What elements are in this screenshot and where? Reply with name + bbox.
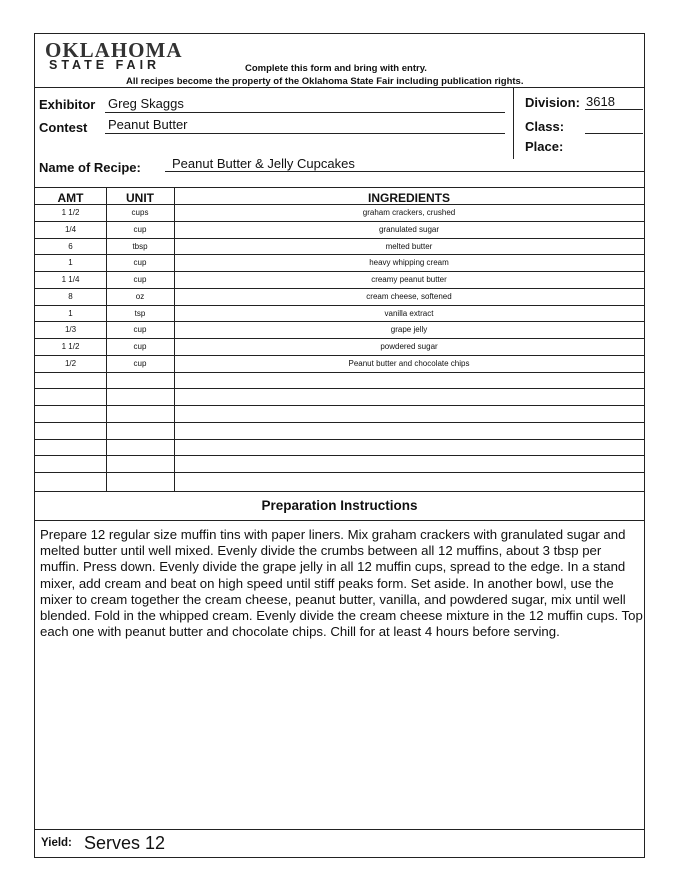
column-header-ingredients: INGREDIENTS [367, 191, 450, 205]
table-row-divider [35, 388, 644, 389]
cell-amt: 1 [68, 258, 73, 268]
cell-unit: cup [133, 358, 147, 368]
table-row-divider [35, 455, 644, 456]
table-row-divider [35, 355, 644, 356]
column-header-amt: AMT [57, 191, 84, 205]
table-row-divider [35, 372, 644, 373]
cell-amt: 1 1/2 [61, 208, 80, 217]
header-divider [35, 87, 644, 88]
table-row-divider [35, 204, 644, 205]
cell-unit: cup [133, 275, 147, 284]
table-row-divider [35, 271, 644, 272]
cell-ingredient: vanilla extract [384, 308, 434, 318]
cell-ingredient: creamy peanut butter [371, 275, 447, 284]
table-row-divider [35, 221, 644, 222]
exhibitor-field[interactable]: Greg Skaggs [108, 96, 184, 111]
yield-field[interactable]: Serves 12 [84, 833, 166, 853]
division-box-border [513, 87, 514, 159]
cell-unit: tbsp [132, 241, 148, 251]
cell-amt: 1/4 [64, 224, 77, 234]
yield-label: Yield: [41, 837, 72, 849]
table-row-divider [35, 439, 644, 440]
yield-divider [35, 829, 644, 830]
table-top-border [35, 187, 644, 188]
table-row-divider [35, 405, 644, 406]
contest-underline [105, 133, 505, 134]
class-label: Class: [525, 119, 565, 134]
column-header-unit: UNIT [126, 191, 154, 205]
recipe-name-field[interactable]: Peanut Butter & Jelly Cupcakes [172, 156, 355, 171]
logo-state-fair: STATE FAIR [49, 58, 161, 72]
cell-ingredient: melted butter [385, 241, 433, 251]
table-row-divider [35, 288, 644, 289]
recipe-name-label: Name of Recipe: [39, 160, 141, 175]
cell-ingredient: Peanut butter and chocolate chips [348, 358, 470, 368]
class-underline [585, 133, 643, 134]
exhibitor-label: Exhibitor [39, 97, 96, 112]
cell-amt: 1/2 [64, 358, 77, 368]
division-field[interactable]: 3618 [586, 94, 615, 109]
table-row-divider [35, 254, 644, 255]
prep-title: Preparation Instructions [261, 498, 418, 513]
rights-notice: All recipes become the property of the Oklahoma State Fair including publication rights. [126, 76, 524, 87]
cell-amt: 1/3 [64, 325, 77, 335]
cell-ingredient: heavy whipping cream [369, 258, 449, 268]
cell-ingredient: granulated sugar [378, 224, 440, 234]
division-underline [585, 109, 643, 110]
cell-unit: cup [133, 342, 147, 351]
table-row-divider [35, 422, 644, 423]
table-row-divider [35, 238, 644, 239]
form-instruction: Complete this form and bring with entry. [245, 63, 427, 74]
exhibitor-underline [105, 112, 505, 113]
recipe-form [34, 33, 645, 858]
cell-ingredient: cream cheese, softened [366, 291, 452, 301]
cell-unit: cup [133, 325, 147, 335]
cell-unit: oz [135, 291, 145, 301]
recipe-name-underline [165, 171, 644, 172]
logo-oklahoma: OKLAHOMA [45, 38, 183, 62]
place-label: Place: [525, 139, 564, 154]
table-row-divider [35, 321, 644, 322]
cell-ingredient: grape jelly [390, 325, 428, 335]
cell-unit: tsp [134, 308, 146, 318]
contest-label: Contest [39, 120, 88, 135]
cell-amt: 1 [68, 308, 73, 318]
table-row-divider [35, 305, 644, 306]
cell-unit: cups [131, 208, 149, 217]
cell-amt: 6 [68, 241, 73, 251]
cell-ingredient: powdered sugar [380, 342, 438, 351]
table-bottom-border [35, 491, 644, 492]
prep-divider [35, 520, 644, 521]
prep-instructions: Prepare 12 regular size muffin tins with paper liners. Mix graham crackers with granulated sugar and melted butter until well mixed. Evenly divide the crumbs between all 12 muffins, about 3 tbsp per muffin. Press down. Evenly divide the grape jelly in all 12 muffin cups, spread to the edge. In a stand mixer, add cream and beat on high speed until stiff peaks form. Set aside. In another bowl, use the mixer to cream together the cream cheese, peanut butter, vanilla, and powdered sugar, mix until well blended. Fold in the whipped cream. Evenly divide the cream cheese mixture in the 12 muffin cups. Top each one with peanut butter and chocolate chips. Chill for at least 4 hours before serving. [40, 527, 643, 640]
cell-unit: cup [133, 224, 147, 234]
cell-amt: 1 1/4 [61, 275, 80, 284]
contest-field[interactable]: Peanut Butter [108, 117, 188, 132]
table-row-divider [35, 338, 644, 339]
cell-ingredient: graham crackers, crushed [362, 208, 456, 217]
division-label: Division: [525, 95, 580, 110]
table-row-divider [35, 472, 644, 473]
cell-unit: cup [133, 258, 147, 268]
cell-amt: 8 [68, 291, 73, 301]
cell-amt: 1 1/2 [61, 342, 80, 351]
